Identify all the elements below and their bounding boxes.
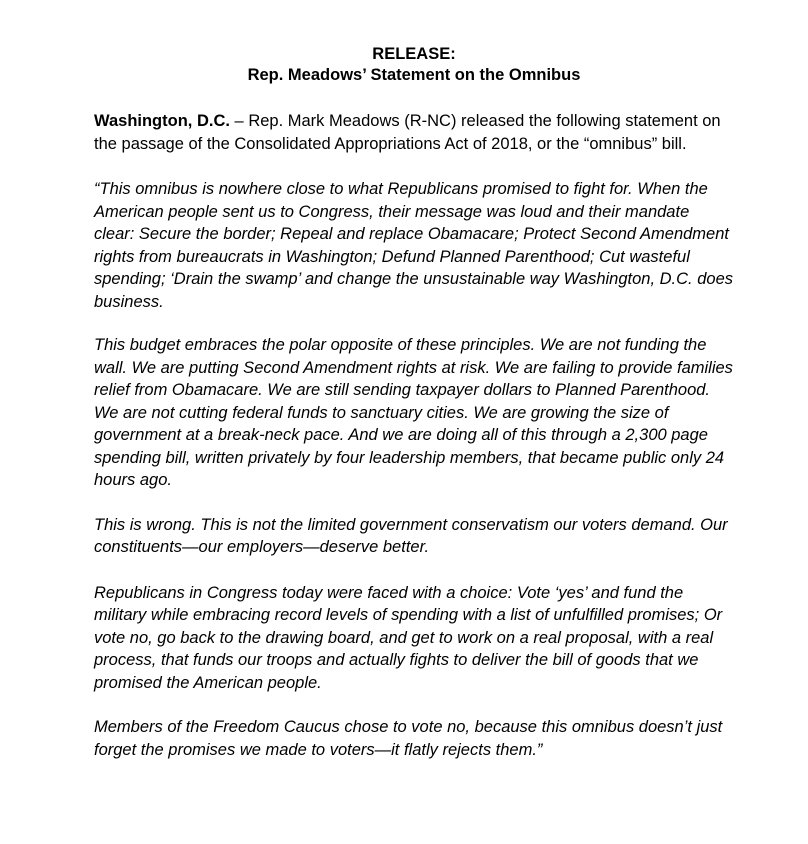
press-release [94,44,734,761]
release-label: RELEASE: [372,45,456,63]
dateline-text: – Rep. Mark Meadows (R-NC) released the following statement on the passage of the Consolidated Appropriations Act of 2018, or the “omnibus” bill. [94,112,721,153]
release-headline: Rep. Meadows’ Statement on the Omnibus [247,66,581,84]
statement-paragraph-5: Members of the Freedom Caucus chose to vote no, because this omnibus doesn’t just forget the promises we made to voters—it flatly rejects them.” [94,718,723,759]
statement-paragraph-3: This is wrong. This is not the limited government conservatism our voters demand. Our constituents—our employers—deserve better. [94,515,728,556]
statement-paragraph-2: This budget embraces the polar opposite of these principles. We are not funding the wall. We are putting Second Amendment rights at risk. We are failing to provide families relief from Obamacare. We are still sending taxpayer dollars to Planned Parenthood. We are not cutting federal funds to sanctuary cities. We are growing the size of government at a break-neck pace. And we are doing all of this through a 2,300 page spending bill, written privately by four leadership members, that became public only 24 hours ago. [94,336,733,489]
statement-paragraph-1: “This omnibus is nowhere close to what Republicans promised to fight for. When the American people sent us to Congress, their message was loud and their mandate clear: Secure the border; Repeal and replace Obamacare; Protect Second Amendment rights from bureaucrats in Washington; Defund Planned Parenthood; Cut wasteful spending; ‘Drain the swamp’ and change the unsustainable way Washington, D.C. does business. [94,180,734,311]
statement-paragraph-4: Republicans in Congress today were faced with a choice: Vote ‘yes’ and fund the military while embracing record levels of spending with a list of unfulfilled promises; Or vote no, go back to the drawing board, and get to work on a real proposal, with a real process, that funds our troops and actually fights to deliver the bill of goods that we promised the American people. [94,583,723,692]
dateline-place: Washington, D.C. [94,112,230,130]
release-title [94,44,734,86]
dateline-paragraph [94,110,734,155]
